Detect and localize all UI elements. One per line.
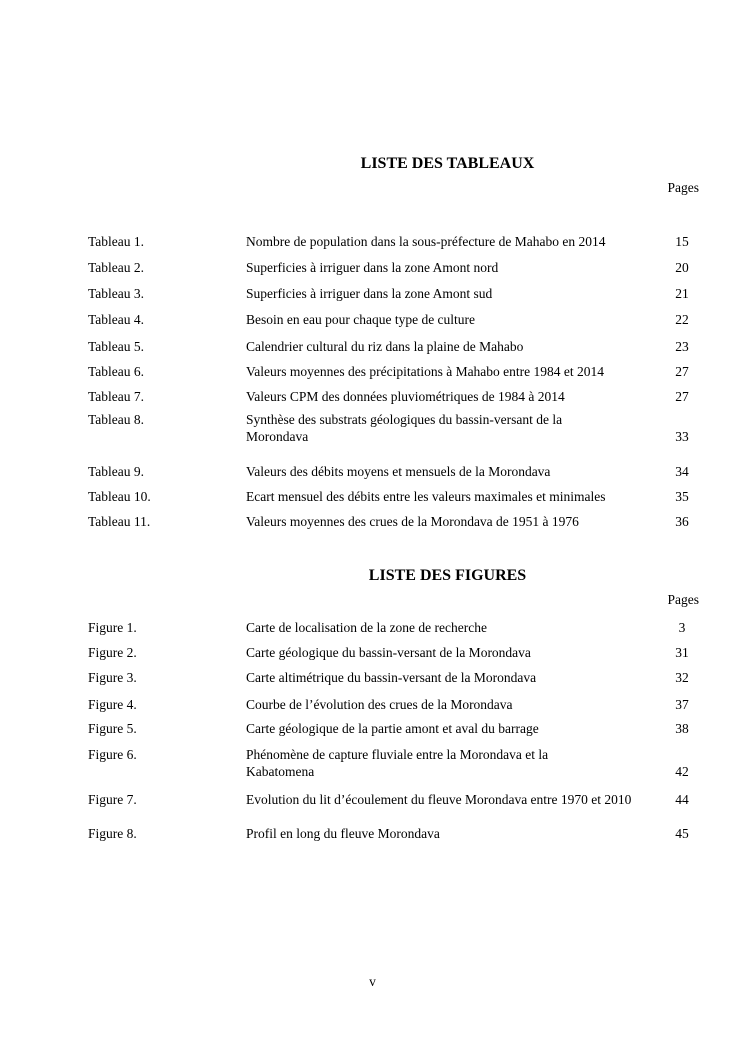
entry-label: Tableau 11. [88, 514, 151, 529]
entry-title: Valeurs des débits moyens et mensuels de la Morondava [246, 464, 551, 479]
entry-page: 21 [675, 286, 689, 301]
entry-label: Figure 2. [88, 645, 137, 660]
entry-label: Tableau 4. [88, 312, 145, 327]
entry-page: 44 [675, 792, 689, 807]
entry-label: Tableau 3. [88, 286, 145, 301]
entry-page: 34 [675, 464, 689, 479]
entry-title: Carte géologique du bassin-versant de la Morondava [246, 645, 531, 660]
entry-page: 36 [675, 514, 689, 529]
entry-title: Superficies à irriguer dans la zone Amont sud [246, 286, 493, 301]
tables-pages-label: Pages [667, 180, 699, 195]
entry-label: Figure 3. [88, 670, 137, 685]
entry-page: 3 [678, 620, 686, 635]
entry-title: Profil en long du fleuve Morondava [246, 826, 440, 841]
tables-heading: LISTE DES TABLEAUX [360, 155, 535, 172]
entry-label: Tableau 10. [88, 489, 151, 504]
entry-label: Tableau 9. [88, 464, 145, 479]
entry-page: 32 [675, 670, 689, 685]
entry-title: Phénomène de capture fluviale entre la Morondava et la Kabatomena [246, 747, 549, 779]
entry-title: Valeurs moyennes des crues de la Morondava de 1951 à 1976 [246, 514, 579, 529]
entry-page: 31 [675, 645, 689, 660]
entry-title: Evolution du lit d’écoulement du fleuve Morondava entre 1970 et 2010 [246, 792, 632, 807]
entry-title: Calendrier cultural du riz dans la plaine de Mahabo [246, 339, 524, 354]
entry-title: Courbe de l’évolution des crues de la Morondava [246, 697, 513, 712]
entry-label: Figure 5. [88, 721, 137, 736]
entry-title: Carte altimétrique du bassin-versant de la Morondava [246, 670, 537, 685]
entry-page: 45 [675, 826, 689, 841]
entry-label: Figure 8. [88, 826, 137, 841]
entry-title: Synthèse des substrats géologiques du bassin-versant de la Morondava [246, 412, 563, 444]
entry-title: Nombre de population dans la sous-préfecture de Mahabo en 2014 [246, 234, 606, 249]
entry-label: Figure 6. [88, 747, 137, 762]
entry-label: Figure 4. [88, 697, 137, 712]
figures-heading: LISTE DES FIGURES [368, 567, 527, 584]
entry-page: 33 [675, 429, 689, 444]
entry-title: Besoin en eau pour chaque type de culture [246, 312, 476, 327]
entry-title: Superficies à irriguer dans la zone Amont nord [246, 260, 499, 275]
entry-page: 37 [675, 697, 689, 712]
entry-label: Tableau 1. [88, 234, 145, 249]
figures-pages-label: Pages [667, 592, 699, 607]
entry-page: 27 [675, 364, 689, 379]
entry-label: Tableau 8. [88, 412, 145, 427]
entry-title: Carte géologique de la partie amont et aval du barrage [246, 721, 539, 736]
page-number: v [369, 974, 376, 989]
entry-page: 23 [675, 339, 689, 354]
entry-title: Ecart mensuel des débits entre les valeurs maximales et minimales [246, 489, 606, 504]
entry-page: 27 [675, 389, 689, 404]
entry-page: 15 [675, 234, 689, 249]
entry-page: 35 [675, 489, 689, 504]
entry-title: Valeurs moyennes des précipitations à Mahabo entre 1984 et 2014 [246, 364, 605, 379]
entry-label: Tableau 7. [88, 389, 145, 404]
entry-title: Carte de localisation de la zone de recherche [246, 620, 487, 635]
entry-page: 22 [675, 312, 689, 327]
entry-label: Tableau 6. [88, 364, 145, 379]
entry-label: Tableau 2. [88, 260, 145, 275]
entry-label: Figure 7. [88, 792, 137, 807]
entry-page: 38 [675, 721, 689, 736]
entry-title: Valeurs CPM des données pluviométriques de 1984 à 2014 [246, 389, 565, 404]
entry-page: 42 [675, 764, 689, 779]
entry-label: Figure 1. [88, 620, 137, 635]
entry-page: 20 [675, 260, 689, 275]
entry-label: Tableau 5. [88, 339, 145, 354]
